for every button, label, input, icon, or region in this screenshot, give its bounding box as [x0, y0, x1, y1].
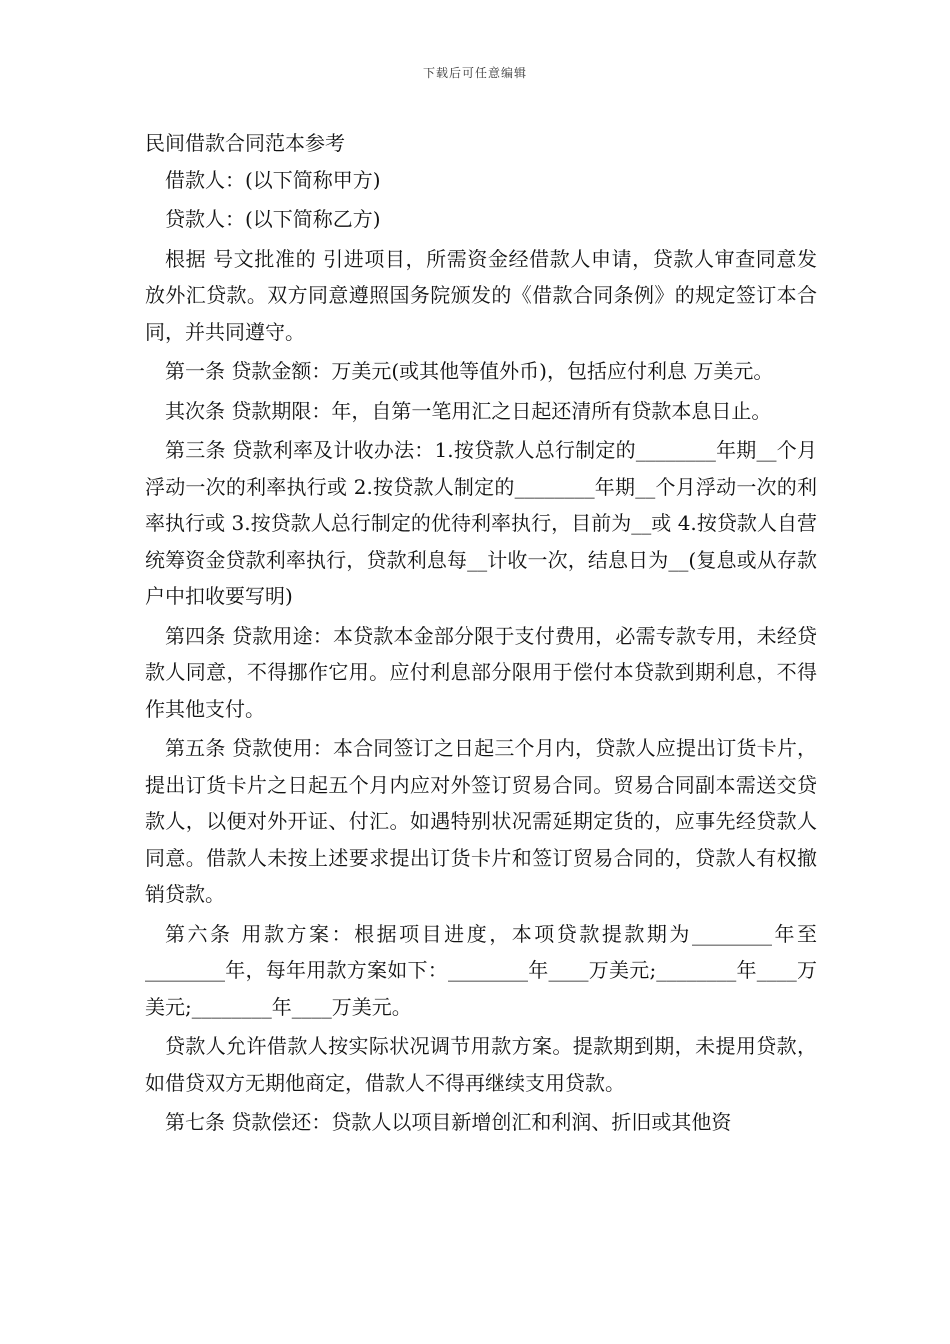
article-3-paragraph: 第三条 贷款利率及计收办法：1.按贷款人总行制定的________年期__个月浮动一次的利率执行或 2.按贷款人制定的________年期__个月浮动一次的利率执行或 3.按贷款人总行制定的优待利率执行，目前为__或 4.按贷款人自营统筹资金贷款利率执行，贷款利息每__计收一次，结息日为__(复息或从存款户中扣收要写明)	[145, 438, 817, 608]
page-header-note: 下载后可任意编辑	[422, 66, 527, 80]
preamble-paragraph: 根据 号文批准的 引进项目，所需资金经借款人申请，贷款人审查同意发放外汇贷款。双方同意遵照国务院颁发的《借款合同条例》的规定签订本合同，并共同遵守。	[145, 246, 817, 344]
document-title: 民间借款合同范本参考	[145, 131, 345, 155]
borrower-line: 借款人：(以下简称甲方)	[165, 167, 381, 192]
article-6-paragraph: 第六条 用款方案：根据项目进度，本项贷款提款期为________年至________年，每年用款方案如下：________年____万美元;________年____万美元;________年____万美元。	[145, 921, 817, 1019]
plan-adjustment-paragraph: 贷款人允许借款人按实际状况调节用款方案。提款期到期，未提用贷款，如借贷双方无期他商定，借款人不得再继续支用贷款。	[145, 1034, 817, 1095]
article-7-paragraph: 第七条 贷款偿还：贷款人以项目新增创汇和利润、折旧或其他资	[165, 1110, 732, 1134]
article-2-paragraph: 其次条 贷款期限：年，自第一笔用汇之日起还清所有贷款本息日止。	[165, 398, 772, 423]
article-5-paragraph: 第五条 贷款使用：本合同签订之日起三个月内，贷款人应提出订货卡片，提出订货卡片之日起五个月内应对外签订贸易合同。贸易合同副本需送交贷款人，以便对外开证、付汇。如遇特别状况需延期定货的，应事先经贷款人同意。借款人未按上述要求提出订货卡片和签订贸易合同的，贷款人有权撤销贷款。	[145, 736, 817, 906]
lender-line: 贷款人：(以下简称乙方)	[165, 207, 381, 231]
document-body	[145, 125, 817, 1141]
article-4-paragraph: 第四条 贷款用途：本贷款本金部分限于支付费用，必需专款专用，未经贷款人同意，不得挪作它用。应付利息部分限用于偿付本贷款到期利息，不得作其他支付。	[145, 623, 817, 721]
article-1-paragraph: 第一条 贷款金额：万美元(或其他等值外币)，包括应付利息 万美元。	[165, 359, 774, 383]
